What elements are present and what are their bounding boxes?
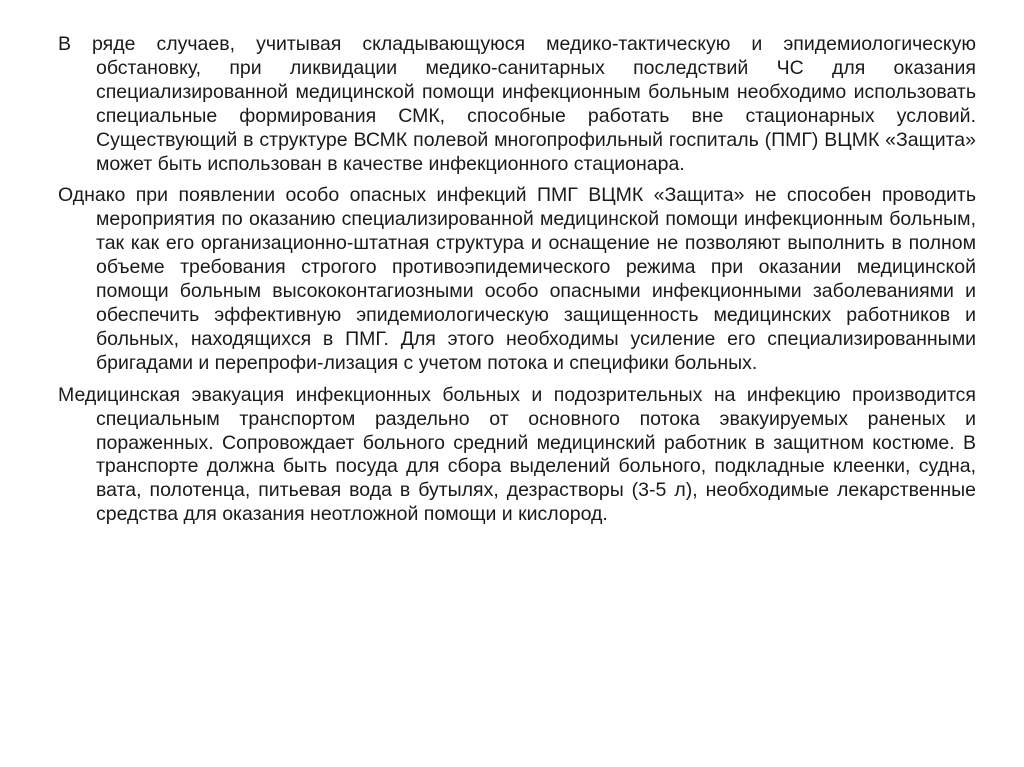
slide-body [58, 33, 976, 535]
paragraph-infectious-hospital: В ряде случаев, учитывая складывающуюся медико-тактическую и эпидемиологическую обстановку, при ликвидации медико-санитарных последствий ЧС для оказания специализированной медицинской помощи инфекционным больным необходимо использовать специальные формирования СМК, способные работать вне стационарных условий. Существующий в структуре ВСМК полевой многопрофильный госпиталь (ПМГ) ВЦМК «Защита» может быть использован в качестве инфекционного стационара. [58, 33, 976, 175]
paragraph-especially-dangerous-infections: Однако при появлении особо опасных инфекций ПМГ ВЦМК «Защита» не способен проводить мероприятия по оказанию специализированной медицинской помощи инфекционным больным, так как его организационно-штатная структура и оснащение не позволяют выполнить в полном объеме требования строгого противоэпидемического режима при оказании медицинской помощи больным высококонтагиозными особо опасными инфекционными заболеваниями и обеспечить эффективную эпидемиологическую защищенность медицинских работников и больных, находящихся в ПМГ. Для этого необходимы усиление его специализированными бригадами и перепрофи-лизация с учетом потока и специфики больных. [58, 184, 976, 374]
paragraph-medical-evacuation: Медицинская эвакуация инфекционных больных и подозрительных на инфекцию производится специальным транспортом раздельно от основного потока эвакуируемых раненых и пораженных. Сопровождает больного средний медицинский работник в защитном костюме. В транспорте должна быть посуда для сбора выделений больного, подкладные клеенки, судна, вата, полотенца, питьевая вода в бутылях, дезрастворы (3-5 л), необходимые лекарственные средства для оказания неотложной помощи и кислород. [58, 383, 976, 526]
